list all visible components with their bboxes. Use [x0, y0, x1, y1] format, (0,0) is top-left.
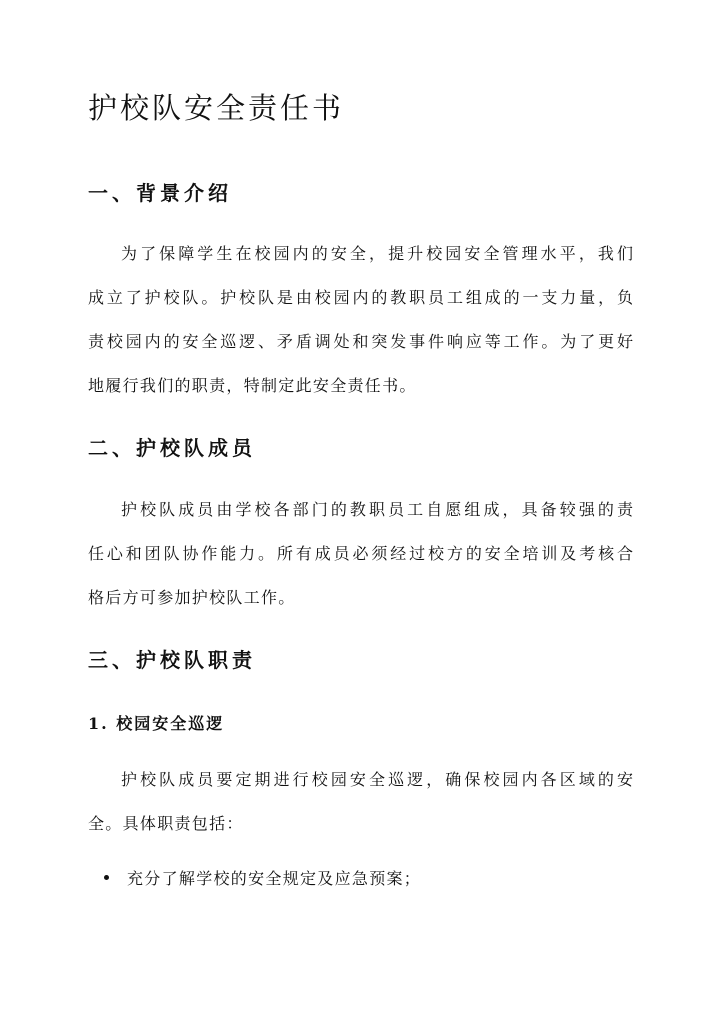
paragraph-background: [88, 232, 633, 408]
section-heading-background: 一、背景介绍: [88, 181, 232, 205]
paragraph-line: 全。具体职责包括：: [88, 814, 244, 833]
section-heading-members: 二、护校队成员: [88, 436, 256, 460]
bullet-dot-icon: [104, 875, 109, 880]
paragraph-line: 成立了护校队。护校队是由校园内的教职员工组成的一支力量，负: [88, 288, 633, 307]
paragraph-line: 任心和团队协作能力。所有成员必须经过校方的安全培训及考核合: [88, 544, 633, 563]
document-title: 护校队安全责任书: [88, 91, 345, 125]
paragraph-line: 为了保障学生在校园内的安全，提升校园安全管理水平，我们: [121, 244, 633, 263]
paragraph-line: 护校队成员由学校各部门的教职员工自愿组成，具备较强的责: [121, 500, 633, 519]
paragraph-patrol: [88, 758, 633, 846]
bullet-text: 充分了解学校的安全规定及应急预案；: [127, 869, 422, 888]
bullet-list-item: [104, 866, 421, 889]
paragraph-line: 责校园内的安全巡逻、矛盾调处和突发事件响应等工作。为了更好: [88, 332, 633, 351]
paragraph-line: 护校队成员要定期进行校园安全巡逻，确保校园内各区域的安: [121, 770, 633, 789]
paragraph-line: 格后方可参加护校队工作。: [88, 588, 296, 607]
section-heading-duties: 三、护校队职责: [88, 648, 256, 672]
paragraph-line: 地履行我们的职责，特制定此安全责任书。: [88, 376, 417, 395]
subsection-heading-patrol: 1. 校园安全巡逻: [88, 714, 225, 733]
paragraph-members: [88, 488, 633, 620]
